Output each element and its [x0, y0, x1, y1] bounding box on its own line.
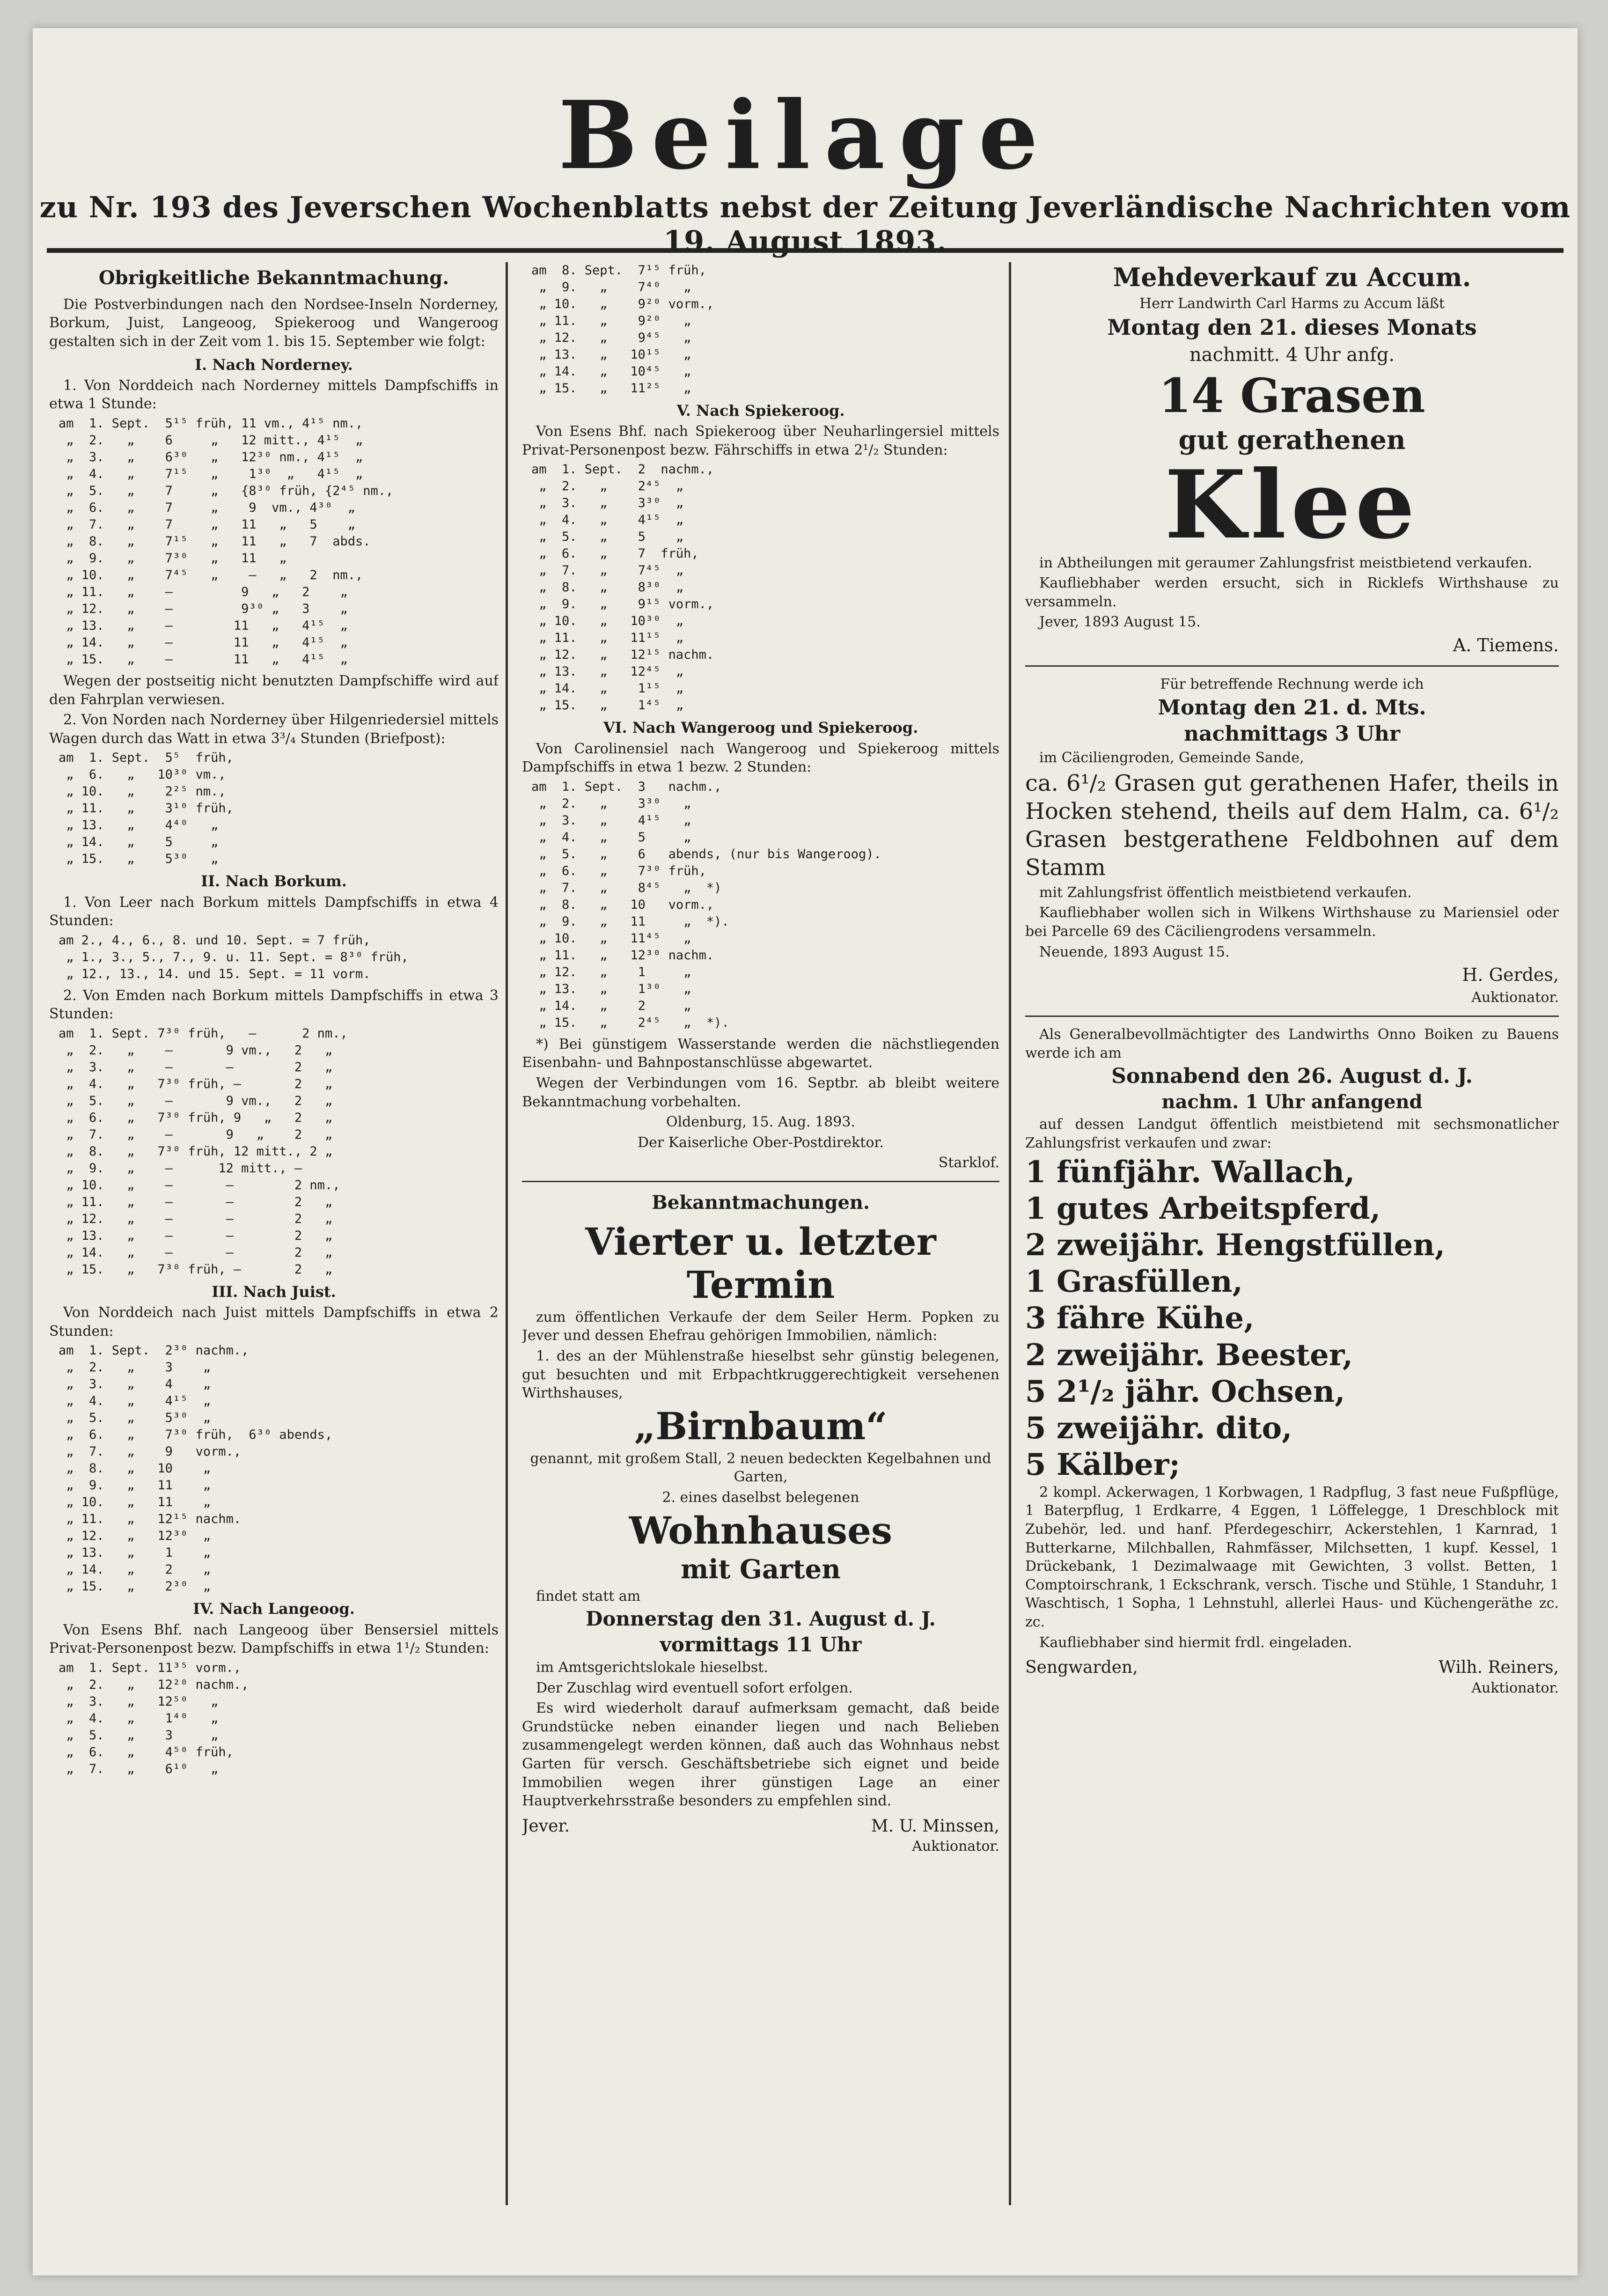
schedule-spiekeroog — [531, 461, 999, 714]
schedule-langeoog-cont-row: „ 11. „ 9²⁰ „ — [531, 314, 691, 328]
schedule-norderney-wagen-row: „ 13. „ 4⁴⁰ „ — [59, 818, 219, 833]
schedule-borkum-emden-row: „ 10. „ — — 2 nm., — [59, 1177, 340, 1192]
schedule-spiekeroog-row: „ 15. „ 1⁴⁵ „ — [531, 698, 684, 713]
schedule-spiekeroog-row: „ 3. „ 3³⁰ „ — [531, 496, 684, 511]
section-langeoog-title: IV. Nach Langeoog. — [193, 1600, 355, 1618]
schedule-borkum-leer-row: „ 1., 3., 5., 7., 9. u. 11. Sept. = 8³⁰ früh, — [59, 949, 409, 964]
auction-role: Auktionator. — [912, 1838, 999, 1855]
section-norderney-sub: 1. Von Norddeich nach Norderney mittels Dampfschiffs in etwa 1 Stunde: — [49, 377, 499, 412]
ad1-text-2: in Abtheilungen mit geraumer Zahlungsfrist meistbietend verkaufen. — [1039, 554, 1533, 571]
auction-text-5: findet statt am — [536, 1588, 641, 1604]
schedule-langeoog-row: „ 5. „ 3 „ — [59, 1728, 219, 1743]
schedule-spiekeroog-row: „ 11. „ 11¹⁵ „ — [531, 631, 684, 646]
column-1 — [49, 262, 499, 2229]
schedule-norderney-wagen-row: „ 6. „ 10³⁰ vm., — [59, 767, 226, 782]
schedule-juist-row: „ 8. „ 10 „ — [59, 1461, 211, 1476]
ad3-lots-row: 3 fähre Kühe, — [1025, 1301, 1255, 1336]
ad3-date: Sonnabend den 26. August d. J. — [1111, 1064, 1473, 1089]
schedule-norderney-row: am 1. Sept. 5¹⁵ früh, 11 vm., 4¹⁵ nm., — [59, 416, 363, 431]
divider — [522, 1181, 999, 1182]
ad3-text-4: Kaufliebhaber sind hiermit frdl. eingeladen. — [1039, 1634, 1352, 1651]
section-wangeroog-title: VI. Nach Wangeroog und Spiekeroog. — [603, 719, 918, 737]
auction-signature-row — [522, 1815, 999, 1838]
masthead-rule — [47, 248, 1564, 253]
auction-garten: mit Garten — [681, 1553, 841, 1585]
schedule-borkum-emden-row: „ 4. „ 7³⁰ früh, — 2 „ — [59, 1076, 333, 1091]
section-norderney-title: I. Nach Norderney. — [195, 355, 353, 374]
schedule-norderney-wagen-row: „ 10. „ 2²⁵ nm., — [59, 784, 226, 799]
schedule-norderney-row: „ 6. „ 7 „ 9 vm., 4³⁰ „ — [59, 500, 355, 515]
ad2-signature: H. Gerdes, — [1462, 964, 1559, 986]
schedule-borkum-emden-row: „ 5. „ — 9 vm., 2 „ — [59, 1093, 333, 1108]
schedule-borkum-emden-row: „ 8. „ 7³⁰ früh, 12 mitt., 2 „ — [59, 1144, 333, 1159]
schedule-wangeroog-row: „ 14. „ 2 „ — [531, 998, 691, 1013]
ad2-text-3: Kaufliebhaber wollen sich in Wilkens Wirthshause zu Mariensiel oder bei Parcelle 69 des Cäciliengrodens versammeln. — [1025, 905, 1559, 940]
auction-text-7: Der Zuschlag wird eventuell sofort erfolgen. — [536, 1679, 853, 1696]
ad2-big: ca. 6¹/₂ Grasen gut gerathenen Hafer, theils in Hocken stehend, theils auf dem Halm, ca. 6¹/₂ Grasen bestgerathene Feldbohnen auf dem Stamm — [1025, 770, 1559, 881]
ad2-place: Neuende, 1893 August 15. — [1039, 943, 1230, 960]
schedule-norderney-row: „ 7. „ 7 „ 11 „ 5 „ — [59, 517, 355, 532]
schedule-norderney-row: „ 14. „ — 11 „ 4¹⁵ „ — [59, 635, 348, 650]
section-borkum-sub: 1. Von Leer nach Borkum mittels Dampfschiffs in etwa 4 Stunden: — [49, 894, 499, 929]
ad3-text-3: 2 kompl. Ackerwagen, 1 Korbwagen, 1 Radpflug, 3 fast neue Fußpflüge, 1 Baterpflug, 1 Erdkarre, 4 Eggen, 1 Löffelegge, 1 Dreschblock mit Zubehör, led. und hanf. Pferdegeschirr, Ackerstehlen, 1 Karnrad, 1 Butterkarne, Milchballen, Rahmfässer, Milchsetten, 1 kupf. Kessel, 1 Drückebank, 1 Dezimalwaage mit Gewichten, 3 vollst. Betten, 1 Comptoirschrank, 1 Eckschrank, versch. Tische und Stühle, 1 Standuhr, 1 Waschtisch, 1 Sopha, 1 Lehnstuhl, allerlei Haus- und Küchengeräthe zc. zc. — [1025, 1484, 1559, 1631]
auction-text-8: Es wird wiederholt darauf aufmerksam gemacht, daß beide Grundstücke neben einander liegen und nach Belieben zusammengelegt werden können, daß auch das Wohnhaus nebst Garten für versch. Geschäftsbetriebe sich eignet und beide Immobilien wegen ihrer günstigen Lage an einer Hauptverkehrsstraße besonders zu empfehlen sind. — [522, 1700, 999, 1810]
ad3-signature: Wilh. Reiners, — [1438, 1658, 1559, 1678]
schedule-spiekeroog-row: „ 5. „ 5 „ — [531, 530, 684, 545]
ad1-text-3: Kaufliebhaber werden ersucht, sich in Ricklefs Wirthshause zu versammeln. — [1025, 575, 1559, 610]
schedule-langeoog — [59, 1660, 499, 1778]
section-borkum-title: II. Nach Borkum. — [201, 872, 347, 890]
schedule-juist-row: „ 4. „ 4¹⁵ „ — [59, 1394, 211, 1409]
schedule-spiekeroog-row: „ 13. „ 12⁴⁵ „ — [531, 664, 684, 679]
schedule-borkum-emden-row: „ 15. „ 7³⁰ früh, — 2 „ — [59, 1262, 333, 1277]
schedule-juist-row: „ 2. „ 3 „ — [59, 1360, 211, 1375]
schedule-wangeroog-row: „ 6. „ 7³⁰ früh, — [531, 863, 706, 878]
ad2-text-1: Für betreffende Rechnung werde ich — [1160, 676, 1424, 693]
ads-heading: Bekanntmachungen. — [652, 1192, 870, 1214]
schedule-wangeroog-row: „ 4. „ 5 „ — [531, 830, 691, 845]
section-juist-title: III. Nach Juist. — [212, 1282, 336, 1301]
schedule-spiekeroog-row: „ 8. „ 8³⁰ „ — [531, 580, 684, 595]
section-norderney-wagen-sub: 2. Von Norden nach Norderney über Hilgenriedersiel mittels Wagen durch das Watt in etwa 3³/₄ Stunden (Briefpost): — [49, 712, 499, 747]
schedule-norderney-row: „ 15. „ — 11 „ 4¹⁵ „ — [59, 652, 348, 667]
schedule-juist-row: „ 10. „ 11 „ — [59, 1495, 211, 1510]
schedule-borkum-leer — [59, 932, 499, 983]
schedule-borkum-emden-row: „ 2. „ — 9 vm., 2 „ — [59, 1043, 333, 1058]
schedule-wangeroog-row: „ 11. „ 12³⁰ nachm. — [531, 948, 714, 963]
ad3-signature-row — [1025, 1656, 1559, 1679]
schedule-borkum-emden-row: „ 6. „ 7³⁰ früh, 9 „ 2 „ — [59, 1110, 333, 1125]
schedule-langeoog-cont-row: „ 12. „ 9⁴⁵ „ — [531, 331, 691, 345]
schedule-borkum-emden-row: „ 7. „ — 9 „ 2 „ — [59, 1127, 333, 1142]
schedule-norderney-wagen-row: „ 11. „ 3¹⁰ früh, — [59, 801, 234, 816]
schedule-norderney-wagen-row: „ 14. „ 5 „ — [59, 835, 219, 850]
footnote-2: Wegen der Verbindungen vom 16. Septbr. ab bleibt weitere Bekanntmachung vorbehalten. — [522, 1075, 999, 1110]
auction-text-3: genannt, mit großem Stall, 2 neuen bedeckten Kegelbahnen und Garten, — [530, 1450, 991, 1486]
schedule-borkum-emden-row: „ 14. „ — — 2 „ — [59, 1245, 333, 1260]
schedule-spiekeroog-row: „ 10. „ 10³⁰ „ — [531, 614, 684, 629]
auction-text-6: im Amtsgerichtslokale hieselbst. — [536, 1659, 768, 1676]
schedule-norderney-wagen-row: am 1. Sept. 5⁵ früh, — [59, 751, 234, 765]
schedule-spiekeroog-row: „ 9. „ 9¹⁵ vorm., — [531, 597, 714, 612]
newspaper-page — [33, 28, 1578, 2275]
schedule-juist-row: „ 12. „ 12³⁰ „ — [59, 1529, 211, 1544]
schedule-wangeroog — [531, 779, 999, 1031]
ad1-date: Montag den 21. dieses Monats — [1107, 315, 1477, 340]
section-langeoog-sub: Von Esens Bhf. nach Langeoog über Bensersiel mittels Privat-Personenpost bezw. Dampfschiffs in etwa 1¹/₂ Stunden: — [49, 1621, 499, 1657]
schedule-spiekeroog-row: „ 6. „ 7 früh, — [531, 546, 699, 561]
ad3-text-1: Als Generalbevollmächtigter des Landwirths Onno Boiken zu Bauens werde ich am — [1025, 1026, 1559, 1061]
ad2-location: im Cäciliengroden, Gemeinde Sande, — [1039, 750, 1304, 766]
schedule-juist — [59, 1342, 499, 1595]
ad3-lots-row: 1 Grasfüllen, — [1025, 1264, 1243, 1300]
schedule-borkum-emden-row: „ 11. „ — — 2 „ — [59, 1194, 333, 1209]
schedule-norderney-row: „ 4. „ 7¹⁵ „ 1³⁰ „ 4¹⁵ „ — [59, 467, 363, 481]
schedule-juist-row: „ 15. „ 2³⁰ „ — [59, 1579, 211, 1594]
column-divider-1 — [506, 262, 508, 2205]
schedule-juist-row: „ 6. „ 7³⁰ früh, 6³⁰ abends, — [59, 1428, 333, 1442]
schedule-norderney-row: „ 12. „ — 9³⁰ „ 3 „ — [59, 602, 348, 616]
schedule-spiekeroog-row: „ 12. „ 12¹⁵ nachm. — [531, 648, 714, 662]
ad3-text-2: auf dessen Landgut öffentlich meistbietend mit sechsmonatlicher Zahlungsfrist verkaufen und zwar: — [1025, 1116, 1559, 1151]
ad3-lots-row: 2 zweijähr. Beester, — [1025, 1337, 1353, 1373]
ad3-lots-row: 1 fünfjähr. Wallach, — [1025, 1155, 1355, 1190]
ad1-time: nachmitt. 4 Uhr anfg. — [1189, 344, 1395, 366]
schedule-borkum-emden-row: „ 13. „ — — 2 „ — [59, 1228, 333, 1243]
schedule-wangeroog-row: „ 7. „ 8⁴⁵ „ *) — [531, 880, 722, 895]
schedule-spiekeroog-row: „ 7. „ 7⁴⁵ „ — [531, 563, 684, 578]
schedule-norderney-wagen — [59, 750, 499, 868]
section-spiekeroog-sub: Von Esens Bhf. nach Spiekeroog über Neuharlingersiel mittels Privat-Personenpost bezw. Fährschiffs in etwa 2¹/₂ Stunden: — [522, 423, 999, 458]
ad1-title: Mehdeverkauf zu Accum. — [1113, 262, 1471, 292]
schedule-spiekeroog-row: „ 2. „ 2⁴⁵ „ — [531, 479, 684, 494]
auction-date: Donnerstag den 31. August d. J. — [585, 1607, 936, 1631]
ad2-time: nachmittags 3 Uhr — [1183, 722, 1401, 746]
schedule-langeoog-row: „ 2. „ 12²⁰ nachm., — [59, 1677, 249, 1692]
schedule-langeoog-row: „ 7. „ 6¹⁰ „ — [59, 1761, 219, 1776]
notice-heading: Obrigkeitliche Bekanntmachung. — [98, 267, 449, 289]
section-borkum-emden-sub: 2. Von Emden nach Borkum mittels Dampfschiffs in etwa 3 Stunden: — [49, 987, 499, 1023]
auction-time: vormittags 11 Uhr — [660, 1633, 862, 1656]
ad3-lots-row: 5 2¹/₂ jähr. Ochsen, — [1025, 1374, 1345, 1409]
schedule-langeoog-row: „ 6. „ 4⁵⁰ früh, — [59, 1744, 234, 1759]
auction-title: Vierter u. letzter Termin — [585, 1219, 936, 1307]
schedule-norderney-row: „ 5. „ 7 „ {8³⁰ früh, {2⁴⁵ nm., — [59, 484, 394, 498]
ad2-role: Auktionator. — [1471, 989, 1559, 1006]
notice-intro: Die Postverbindungen nach den Nordsee-Inseln Norderney, Borkum, Juist, Langeoog, Spiekeroog und Wangeroog gestalten sich in der Zeit vom 1. bis 15. September wie folgt: — [49, 296, 499, 350]
ad3-lots-row: 5 Kälber; — [1025, 1447, 1181, 1482]
notice-place: Oldenburg, 15. Aug. 1893. — [666, 1114, 855, 1131]
schedule-borkum-emden — [59, 1025, 499, 1278]
section-spiekeroog-title: V. Nach Spiekeroog. — [676, 402, 845, 419]
schedule-langeoog-row: „ 3. „ 12⁵⁰ „ — [59, 1694, 219, 1709]
schedule-langeoog-row: am 1. Sept. 11³⁵ vorm., — [59, 1660, 242, 1675]
ad1-text-1: Herr Landwirth Carl Harms zu Accum läßt — [1139, 295, 1445, 312]
auction-text-4: 2. eines daselbst belegenen — [662, 1489, 859, 1506]
schedule-spiekeroog-row: „ 4. „ 4¹⁵ „ — [531, 513, 684, 528]
masthead — [33, 81, 1578, 258]
schedule-wangeroog-row: „ 5. „ 6 abends, (nur bis Wangeroog). — [531, 846, 881, 861]
auction-birnbaum: „Birnbaum“ — [634, 1404, 888, 1448]
ad1-place: Jever, 1893 August 15. — [1039, 614, 1201, 631]
schedule-borkum-emden-row: „ 3. „ — — 2 „ — [59, 1060, 333, 1074]
schedule-juist-row: am 1. Sept. 2³⁰ nachm., — [59, 1343, 249, 1358]
schedule-juist-row: „ 9. „ 11 „ — [59, 1478, 211, 1493]
schedule-norderney-row: „ 2. „ 6 „ 12 mitt., 4¹⁵ „ — [59, 433, 363, 448]
schedule-wangeroog-row: „ 10. „ 11⁴⁵ „ — [531, 931, 691, 946]
ad3-lots-row: 2 zweijähr. Hengstfüllen, — [1025, 1228, 1446, 1263]
ad1-big-grasen: 14 Grasen — [1159, 368, 1425, 424]
ad3-lots-row: 5 zweijähr. dito, — [1025, 1410, 1292, 1446]
section-wangeroog-sub: Von Carolinensiel nach Wangeroog und Spiekeroog mittels Dampfschiffs in etwa 1 bezw. 2 Stunden: — [522, 740, 999, 776]
column-3 — [1025, 262, 1559, 2229]
notice-signatory: Der Kaiserliche Ober-Postdirektor. — [638, 1134, 884, 1151]
notice-signature: Starklof. — [938, 1155, 999, 1171]
schedule-norderney-wagen-row: „ 15. „ 5³⁰ „ — [59, 852, 219, 867]
auction-wohnhaus: Wohnhauses — [629, 1508, 893, 1553]
auction-signature: M. U. Minssen, — [871, 1816, 999, 1836]
page-title: Beilage — [558, 81, 1052, 191]
auction-place: Jever. — [522, 1816, 570, 1836]
schedule-borkum-emden-row: „ 9. „ — 12 mitt., — — [59, 1161, 302, 1176]
schedule-juist-row: „ 11. „ 12¹⁵ nachm. — [59, 1512, 242, 1527]
schedule-wangeroog-row: am 1. Sept. 3 nachm., — [531, 779, 722, 794]
ad3-place: Sengwarden, — [1025, 1658, 1138, 1678]
schedule-langeoog-cont-row: „ 13. „ 10¹⁵ „ — [531, 347, 691, 362]
schedule-langeoog-cont-row: „ 9. „ 7⁴⁰ „ — [531, 280, 691, 294]
schedule-norderney-row: „ 3. „ 6³⁰ „ 12³⁰ nm., 4¹⁵ „ — [59, 450, 363, 464]
schedule-borkum-emden-row: „ 12. „ — — 2 „ — [59, 1211, 333, 1226]
schedule-wangeroog-row: „ 12. „ 1 „ — [531, 964, 691, 979]
divider — [1025, 665, 1559, 667]
ad1-signature: A. Tiemens. — [1453, 634, 1559, 655]
schedule-spiekeroog-row: am 1. Sept. 2 nachm., — [531, 462, 714, 477]
schedule-norderney-row: „ 8. „ 7¹⁵ „ 11 „ 7 abds. — [59, 534, 371, 549]
divider — [1025, 1016, 1559, 1017]
ad2-text-2: mit Zahlungsfrist öffentlich meistbietend verkaufen. — [1039, 884, 1412, 901]
schedule-borkum-leer-row: am 2., 4., 6., 8. und 10. Sept. = 7 früh, — [59, 933, 371, 948]
schedule-wangeroog-row: „ 15. „ 2⁴⁵ „ *). — [531, 1015, 729, 1030]
ad1-big-gut: gut gerathenen — [1178, 425, 1406, 456]
schedule-wangeroog-row: „ 13. „ 1³⁰ „ — [531, 981, 691, 996]
schedule-spiekeroog-row: „ 14. „ 1¹⁵ „ — [531, 681, 684, 696]
auction-text-2: 1. des an der Mühlenstraße hieselbst sehr günstig belegenen, gut besuchten und mit Erbpachtkruggerechtigkeit versehenen Wirthshauses, — [522, 1347, 999, 1402]
ad3-role: Auktionator. — [1471, 1679, 1559, 1696]
footnote: *) Bei günstigem Wasserstande werden die nächstliegenden Eisenbahn- und Bahnpostanschlüsse abgewartet. — [522, 1036, 999, 1071]
schedule-norderney-row: „ 9. „ 7³⁰ „ 11 „ — [59, 551, 287, 566]
schedule-langeoog-cont — [531, 262, 999, 397]
schedule-juist-row: „ 13. „ 1 „ — [59, 1545, 211, 1560]
section-juist-sub: Von Norddeich nach Juist mittels Dampfschiffs in etwa 2 Stunden: — [49, 1304, 499, 1339]
schedule-norderney-row: „ 10. „ 7⁴⁵ „ — „ 2 nm., — [59, 568, 363, 582]
schedule-norderney-row: „ 11. „ — 9 „ 2 „ — [59, 585, 348, 599]
ad1-big-klee: Klee — [1164, 449, 1420, 560]
column-2 — [522, 262, 999, 2229]
ad3-lots-row: 1 gutes Arbeitspferd, — [1025, 1191, 1381, 1227]
schedule-wangeroog-row: „ 9. „ 11 „ *). — [531, 914, 729, 929]
schedule-langeoog-cont-row: „ 14. „ 10⁴⁵ „ — [531, 364, 691, 379]
auction-text-1: zum öffentlichen Verkaufe der dem Seiler Herm. Popken zu Jever und dessen Ehefrau gehörigen Immobilien, nämlich: — [522, 1309, 999, 1344]
schedule-wangeroog-row: „ 8. „ 10 vorm., — [531, 897, 714, 912]
column-divider-2 — [1009, 262, 1011, 2205]
ad3-time: nachm. 1 Uhr anfangend — [1161, 1090, 1423, 1113]
schedule-borkum-emden-row: am 1. Sept. 7³⁰ früh, — 2 nm., — [59, 1026, 348, 1041]
ad3-lots — [1025, 1154, 1559, 1483]
schedule-norderney-row: „ 13. „ — 11 „ 4¹⁵ „ — [59, 618, 348, 633]
schedule-borkum-leer-row: „ 12., 13., 14. und 15. Sept. = 11 vorm. — [59, 966, 371, 981]
schedule-juist-row: „ 7. „ 9 vorm., — [59, 1444, 242, 1459]
schedule-langeoog-cont-row: „ 15. „ 11²⁵ „ — [531, 381, 691, 396]
schedule-langeoog-cont-row: am 8. Sept. 7¹⁵ früh, — [531, 263, 706, 278]
schedule-wangeroog-row: „ 3. „ 4¹⁵ „ — [531, 813, 691, 828]
ad2-date: Montag den 21. d. Mts. — [1158, 695, 1426, 720]
schedule-langeoog-row: „ 4. „ 1⁴⁰ „ — [59, 1711, 219, 1726]
schedule-wangeroog-row: „ 2. „ 3³⁰ „ — [531, 796, 691, 811]
schedule-norderney — [59, 415, 499, 668]
page-subtitle: zu Nr. 193 des Jeverschen Wochenblatts nebst der Zeitung Jeverländische Nachrichten vom 19. August 1893. — [39, 190, 1571, 258]
schedule-juist-row: „ 3. „ 4 „ — [59, 1377, 211, 1392]
schedule-juist-row: „ 5. „ 5³⁰ „ — [59, 1411, 211, 1426]
schedule-juist-row: „ 14. „ 2 „ — [59, 1562, 211, 1577]
schedule-langeoog-cont-row: „ 10. „ 9²⁰ vorm., — [531, 297, 714, 311]
section-norderney-note: Wegen der postseitig nicht benutzten Dampfschiffe wird auf den Fahrplan verwiesen. — [49, 673, 499, 708]
